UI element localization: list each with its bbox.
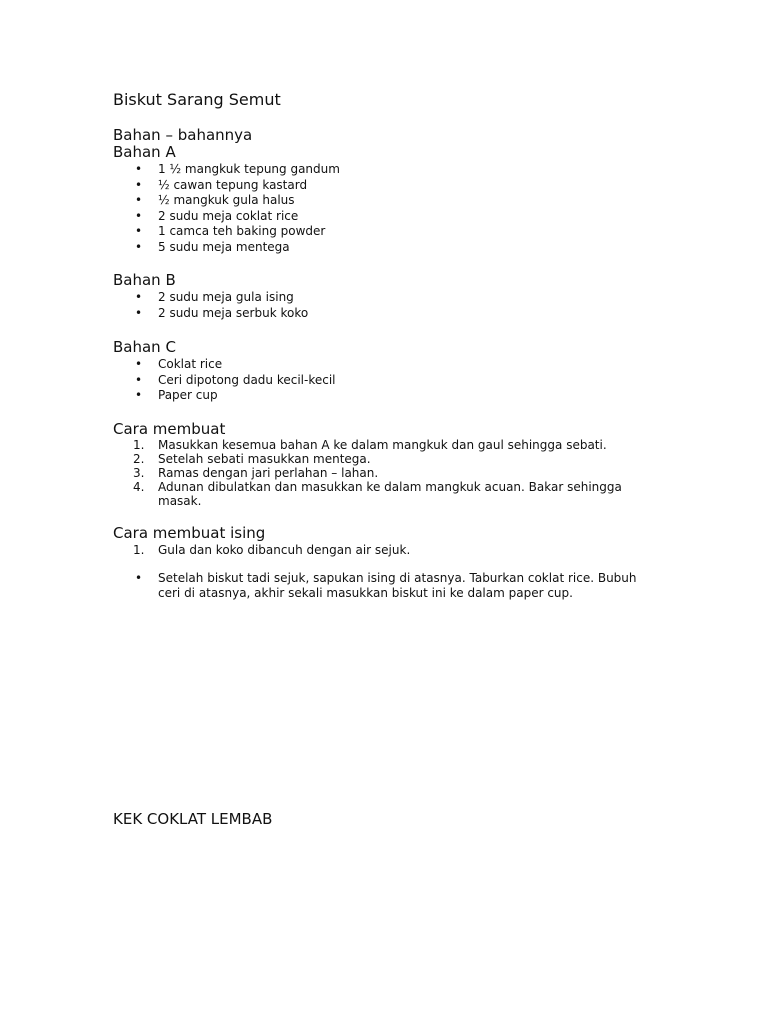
cara-membuat-ising-heading: Cara membuat ising (113, 524, 266, 542)
list-item (113, 178, 653, 194)
list-item (113, 357, 653, 373)
bullet-marker: • (135, 571, 143, 585)
bahan-a-list (113, 162, 653, 255)
list-item (113, 571, 653, 601)
list-item-text: 2 sudu meja coklat rice (158, 208, 299, 223)
cara-membuat-heading: Cara membuat (113, 420, 226, 438)
step-item (113, 452, 653, 466)
ingredients-heading: Bahan – bahannya (113, 126, 253, 144)
bullet-marker: • (135, 177, 143, 192)
bullet-marker: • (135, 208, 143, 223)
bahan-b-heading: Bahan B (113, 271, 176, 289)
bahan-c-list (113, 357, 653, 404)
bahan-c-heading: Bahan C (113, 338, 176, 356)
step-item (113, 480, 653, 508)
step-text: Adunan dibulatkan dan masukkan ke dalam mangkuk acuan. Bakar sehingga masak. (158, 480, 622, 508)
list-item-text: 2 sudu meja gula ising (158, 290, 294, 304)
step-text: Ramas dengan jari perlahan – lahan. (158, 466, 379, 480)
list-item (113, 240, 653, 256)
step-item (113, 543, 653, 557)
list-item (113, 373, 653, 389)
bullet-marker: • (135, 357, 143, 371)
list-item (113, 162, 653, 178)
cara-membuat-steps (113, 438, 653, 508)
step-number: 4. (133, 480, 145, 494)
bullet-marker: • (135, 224, 143, 238)
bullet-marker: • (135, 239, 143, 254)
list-item-text: Setelah biskut tadi sejuk, sapukan ising di atasnya. Taburkan coklat rice. Bubuh ceri di atasnya, akhir sekali masukkan biskut ini ke dalam paper cup. (158, 571, 637, 600)
list-item-text: Paper cup (158, 388, 218, 402)
bullet-marker: • (135, 372, 143, 387)
bullet-marker: • (135, 388, 143, 402)
bullet-marker: • (135, 290, 143, 304)
ising-steps (113, 543, 653, 557)
list-item (113, 290, 653, 306)
step-text: Gula dan koko dibancuh dengan air sejuk. (158, 543, 411, 557)
list-item-text: Coklat rice (158, 357, 223, 371)
bullet-marker: • (135, 305, 143, 320)
step-number: 1. (133, 543, 145, 557)
recipe-title: Biskut Sarang Semut (113, 90, 281, 109)
step-item (113, 466, 653, 480)
list-item-text: 1 ½ mangkuk tepung gandum (158, 162, 340, 176)
list-item (113, 193, 653, 209)
list-item-text: 1 camca teh baking powder (158, 224, 326, 238)
bullet-marker: • (135, 162, 143, 176)
list-item (113, 209, 653, 225)
bahan-b-list (113, 290, 653, 321)
step-text: Setelah sebati masukkan mentega. (158, 452, 371, 466)
list-item-text: ½ mangkuk gula halus (158, 193, 295, 207)
list-item-text: 2 sudu meja serbuk koko (158, 305, 309, 320)
step-number: 1. (133, 438, 145, 452)
list-item-text: ½ cawan tepung kastard (158, 177, 308, 192)
list-item (113, 388, 653, 404)
step-item (113, 438, 653, 452)
bahan-a-heading: Bahan A (113, 143, 176, 161)
step-number: 2. (133, 452, 145, 466)
list-item (113, 224, 653, 240)
list-item-text: Ceri dipotong dadu kecil-kecil (158, 372, 336, 387)
list-item (113, 306, 653, 322)
list-item-text: 5 sudu meja mentega (158, 239, 290, 254)
next-recipe-title: KEK COKLAT LEMBAB (113, 810, 273, 828)
ising-bullets (113, 571, 653, 601)
bullet-marker: • (135, 193, 143, 207)
step-number: 3. (133, 466, 145, 480)
step-text: Masukkan kesemua bahan A ke dalam mangkuk dan gaul sehingga sebati. (158, 438, 607, 452)
